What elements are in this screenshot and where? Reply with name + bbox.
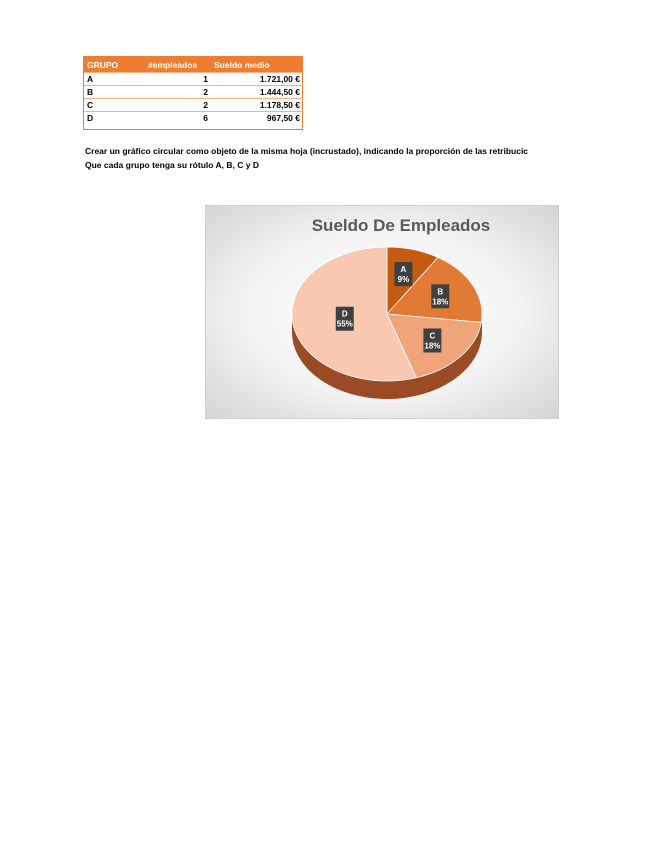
data-label-c	[423, 328, 441, 352]
header-grupo: GRUPO	[84, 57, 145, 73]
header-sueldo: Sueldo medio	[211, 57, 303, 73]
cell-grupo[interactable]: B	[84, 86, 145, 99]
data-label-percent: 55%	[336, 319, 353, 329]
data-label-category: D	[341, 309, 348, 319]
cell-empleados[interactable]: 2	[145, 86, 211, 99]
table-row	[84, 86, 303, 99]
header-empleados: #empleados	[145, 57, 211, 73]
cell-sueldo[interactable]: 1.444,50 €	[211, 86, 303, 99]
table-row	[84, 73, 303, 86]
pie-chart[interactable]	[205, 205, 559, 419]
table-row	[84, 112, 303, 125]
table-header-row	[84, 57, 303, 73]
data-label-category: B	[437, 287, 444, 297]
cell-sueldo[interactable]: 967,50 €	[211, 112, 303, 125]
chart-title: Sueldo De Empleados	[311, 216, 491, 235]
cell-empleados[interactable]: 1	[145, 73, 211, 86]
data-label-percent: 9%	[397, 275, 410, 285]
pie-slices	[292, 247, 482, 381]
cell-grupo[interactable]: C	[84, 99, 145, 112]
cell-empleados[interactable]: 6	[145, 112, 211, 125]
cell-sueldo[interactable]: 1.721,00 €	[211, 73, 303, 86]
data-label-category: A	[400, 265, 407, 275]
data-label-d	[336, 307, 354, 331]
table-row	[84, 99, 303, 112]
cell-grupo[interactable]: A	[84, 73, 145, 86]
data-label-b	[431, 284, 449, 308]
data-label-percent: 18%	[432, 297, 449, 307]
cell-sueldo[interactable]: 1.178,50 €	[211, 99, 303, 112]
data-label-a	[394, 262, 412, 286]
data-label-category: C	[429, 331, 436, 341]
instruction-line-1: Crear un gráfico circular como objeto de la misma hoja (incrustado), indicando la proporción de las retribucic	[85, 146, 529, 156]
pie-chart-svg	[206, 206, 560, 420]
instruction-line-2: Que cada grupo tenga su rótulo A, B, C y D	[85, 160, 259, 170]
data-table	[84, 57, 303, 124]
cell-grupo[interactable]: D	[84, 112, 145, 125]
cell-empleados[interactable]: 2	[145, 99, 211, 112]
data-label-percent: 18%	[424, 341, 441, 351]
